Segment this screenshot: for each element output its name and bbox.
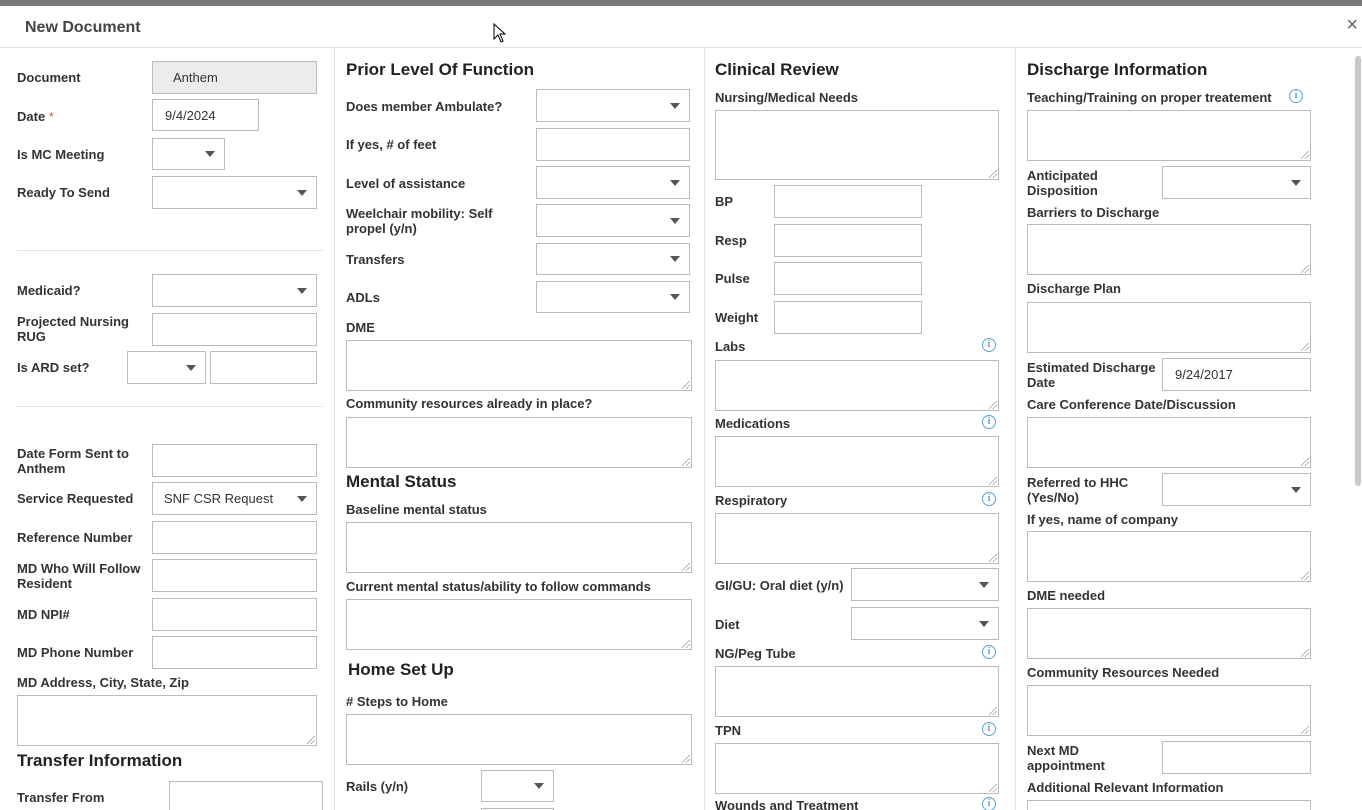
labs-textarea[interactable] (715, 360, 999, 411)
resize-grip-icon[interactable] (1301, 458, 1309, 466)
mental-status-heading: Mental Status (346, 472, 457, 491)
company-label: If yes, name of company (1027, 512, 1178, 527)
resize-grip-icon[interactable] (989, 784, 997, 792)
medicaid-label: Medicaid? (17, 283, 81, 298)
care-conference-textarea[interactable] (1027, 417, 1311, 468)
wheelchair-label: Weelchair mobility: Self propel (y/n) (346, 206, 493, 236)
adls-label: ADLs (346, 290, 380, 305)
reference-number-label: Reference Number (17, 530, 133, 545)
medicaid-select[interactable] (152, 274, 317, 307)
tpn-textarea[interactable] (715, 743, 999, 794)
resize-grip-icon[interactable] (1301, 649, 1309, 657)
info-icon[interactable]: i (982, 797, 996, 810)
chevron-down-icon (670, 103, 680, 109)
is-mc-meeting-label: Is MC Meeting (17, 147, 105, 162)
tpn-label: TPN (715, 723, 741, 738)
baseline-label: Baseline mental status (346, 502, 487, 517)
chevron-down-icon (1291, 487, 1301, 493)
date-form-sent-label: Date Form Sent to Anthem (17, 446, 129, 476)
service-requested-value: SNF CSR Request (164, 491, 274, 506)
resize-grip-icon[interactable] (307, 736, 315, 744)
adls-select[interactable] (536, 281, 690, 313)
is-ard-set-label: Is ARD set? (17, 360, 90, 375)
referred-hhc-label: Referred to HHC (Yes/No) (1027, 475, 1129, 505)
steps-label: # Steps to Home (346, 694, 448, 709)
resize-grip-icon[interactable] (682, 640, 690, 648)
feet-label: If yes, # of feet (346, 137, 437, 152)
ng-peg-label: NG/Peg Tube (715, 646, 796, 661)
chevron-down-icon (534, 783, 544, 789)
info-icon[interactable]: i (982, 338, 996, 352)
resize-grip-icon[interactable] (682, 755, 690, 763)
chevron-down-icon (979, 582, 989, 588)
assistance-label: Level of assistance (346, 176, 466, 191)
document-label: Document (17, 70, 81, 85)
weight-field[interactable] (774, 301, 922, 334)
transfers-label: Transfers (346, 252, 405, 267)
resize-grip-icon[interactable] (1301, 572, 1309, 580)
resize-grip-icon[interactable] (1301, 265, 1309, 273)
feet-field[interactable] (536, 128, 690, 161)
required-mark: * (48, 109, 54, 124)
transfers-select[interactable] (536, 243, 690, 275)
bp-label: BP (715, 194, 734, 209)
respiratory-textarea[interactable] (715, 513, 999, 564)
teaching-textarea[interactable] (1027, 110, 1311, 161)
medications-label: Medications (715, 416, 791, 431)
discharge-plan-textarea[interactable] (1027, 302, 1311, 353)
community-textarea[interactable] (346, 417, 692, 468)
community-needed-textarea[interactable] (1027, 685, 1311, 736)
diet-label: Diet (715, 617, 740, 632)
transfer-information-heading: Transfer Information (17, 751, 183, 770)
wounds-label: Wounds and Treatment (715, 798, 859, 810)
weight-label: Weight (715, 310, 759, 325)
nursing-needs-textarea[interactable] (715, 110, 999, 180)
service-requested-label: Service Requested (17, 491, 134, 506)
assistance-select[interactable] (536, 166, 690, 199)
column-divider (334, 48, 335, 810)
prior-level-heading: Prior Level Of Function (346, 60, 534, 79)
date-label: Date * (17, 109, 54, 124)
date-field[interactable]: 9/4/2024 (152, 99, 259, 131)
md-npi-label: MD NPI# (17, 607, 70, 622)
resize-grip-icon[interactable] (1301, 151, 1309, 159)
chevron-down-icon (297, 496, 307, 502)
dme-needed-label: DME needed (1027, 588, 1106, 603)
resize-grip-icon[interactable] (1301, 726, 1309, 734)
info-icon[interactable]: i (982, 415, 996, 429)
next-md-field[interactable] (1162, 741, 1311, 774)
transfer-from-label: Transfer From (17, 790, 105, 805)
info-icon[interactable]: i (982, 492, 996, 506)
column-divider (704, 48, 705, 810)
chevron-down-icon (670, 294, 680, 300)
barriers-textarea[interactable] (1027, 224, 1311, 275)
scrollbar[interactable] (1355, 56, 1361, 486)
projected-nursing-rug-label: Projected Nursing RUG (17, 314, 129, 344)
chevron-down-icon (297, 190, 307, 196)
anticipated-disposition-select[interactable] (1162, 166, 1311, 199)
bp-field[interactable] (774, 185, 922, 218)
pulse-label: Pulse (715, 271, 750, 286)
info-icon[interactable]: i (982, 722, 996, 736)
medications-textarea[interactable] (715, 436, 999, 487)
resize-grip-icon[interactable] (682, 458, 690, 466)
discharge-information-heading: Discharge Information (1027, 60, 1208, 79)
ambulate-select[interactable] (536, 89, 690, 122)
wheelchair-select[interactable] (536, 204, 690, 237)
resp-field[interactable] (774, 224, 922, 257)
clinical-review-heading: Clinical Review (715, 60, 839, 79)
additional-info-label: Additional Relevant Information (1027, 780, 1224, 795)
ambulate-label: Does member Ambulate? (346, 99, 503, 114)
service-requested-select[interactable] (152, 482, 317, 515)
md-address-textarea[interactable] (17, 695, 317, 746)
section-divider (17, 406, 323, 407)
transfer-from-field[interactable] (169, 781, 323, 810)
next-md-label: Next MD appointment (1027, 743, 1105, 773)
dme-needed-textarea[interactable] (1027, 608, 1311, 659)
md-address-label: MD Address, City, State, Zip (17, 675, 189, 690)
resize-grip-icon[interactable] (989, 401, 997, 409)
info-icon[interactable]: i (1289, 89, 1303, 103)
md-phone-field[interactable] (152, 636, 317, 669)
referred-hhc-select[interactable] (1162, 473, 1311, 506)
respiratory-label: Respiratory (715, 493, 788, 508)
current-mental-label: Current mental status/ability to follow commands (346, 579, 651, 594)
reference-number-field[interactable] (152, 521, 317, 554)
modal-title: New Document (25, 19, 141, 36)
document-field[interactable]: Anthem (152, 61, 317, 94)
nursing-needs-label: Nursing/Medical Needs (715, 90, 859, 105)
is-mc-meeting-select[interactable] (152, 138, 225, 170)
community-label: Community resources already in place? (346, 396, 593, 411)
chevron-down-icon (297, 288, 307, 294)
projected-nursing-rug-field[interactable] (152, 313, 317, 346)
pulse-field[interactable] (774, 262, 922, 295)
oral-diet-select[interactable] (851, 568, 999, 601)
resize-grip-icon[interactable] (989, 707, 997, 715)
teaching-label: Teaching/Training on proper treatement (1027, 90, 1272, 105)
estimated-discharge-date-field[interactable]: 9/24/2017 (1162, 358, 1311, 391)
chevron-down-icon (1291, 180, 1301, 186)
dme-textarea[interactable] (346, 340, 692, 391)
chevron-down-icon (205, 151, 215, 157)
barriers-label: Barriers to Discharge (1027, 205, 1160, 220)
diet-select[interactable] (851, 607, 999, 640)
oral-diet-label: GI/GU: Oral diet (y/n) (715, 578, 844, 593)
md-who-will-follow-field[interactable] (152, 559, 317, 592)
chevron-down-icon (670, 218, 680, 224)
baseline-textarea[interactable] (346, 522, 692, 573)
additional-info-textarea[interactable] (1027, 800, 1311, 810)
md-npi-field[interactable] (152, 598, 317, 631)
ard-date-field[interactable] (210, 351, 317, 384)
rails-label: Rails (y/n) (346, 779, 409, 794)
resize-grip-icon[interactable] (682, 381, 690, 389)
is-ard-set-select[interactable] (127, 351, 206, 384)
rails-select[interactable] (481, 770, 554, 802)
company-textarea[interactable] (1027, 531, 1311, 582)
labs-label: Labs (715, 339, 746, 354)
care-conference-label: Care Conference Date/Discussion (1027, 397, 1236, 412)
ready-to-send-label: Ready To Send (17, 185, 110, 200)
discharge-plan-label: Discharge Plan (1027, 281, 1121, 296)
md-phone-label: MD Phone Number (17, 645, 134, 660)
section-divider (17, 250, 323, 251)
current-mental-textarea[interactable] (346, 599, 692, 650)
column-divider (1015, 48, 1016, 810)
resp-label: Resp (715, 233, 747, 248)
close-icon[interactable]: × (1346, 14, 1358, 36)
mouse-cursor-icon (493, 23, 507, 43)
steps-textarea[interactable] (346, 714, 692, 765)
info-icon[interactable]: i (982, 645, 996, 659)
resize-grip-icon[interactable] (989, 170, 997, 178)
chevron-down-icon (670, 256, 680, 262)
dme-label: DME (346, 320, 375, 335)
chevron-down-icon (979, 621, 989, 627)
anticipated-disposition-label: Anticipated Disposition (1027, 168, 1098, 198)
ng-peg-textarea[interactable] (715, 666, 999, 717)
md-who-will-follow-label: MD Who Will Follow Resident (17, 561, 141, 591)
ready-to-send-select[interactable] (152, 176, 317, 209)
resize-grip-icon[interactable] (1301, 343, 1309, 351)
resize-grip-icon[interactable] (682, 563, 690, 571)
chevron-down-icon (186, 365, 196, 371)
chevron-down-icon (670, 180, 680, 186)
estimated-discharge-date-label: Estimated Discharge Date (1027, 360, 1156, 390)
resize-grip-icon[interactable] (989, 554, 997, 562)
date-form-sent-field[interactable] (152, 444, 317, 477)
modal-header (0, 6, 1362, 48)
home-set-up-heading: Home Set Up (348, 660, 454, 679)
community-needed-label: Community Resources Needed (1027, 665, 1220, 680)
resize-grip-icon[interactable] (989, 477, 997, 485)
